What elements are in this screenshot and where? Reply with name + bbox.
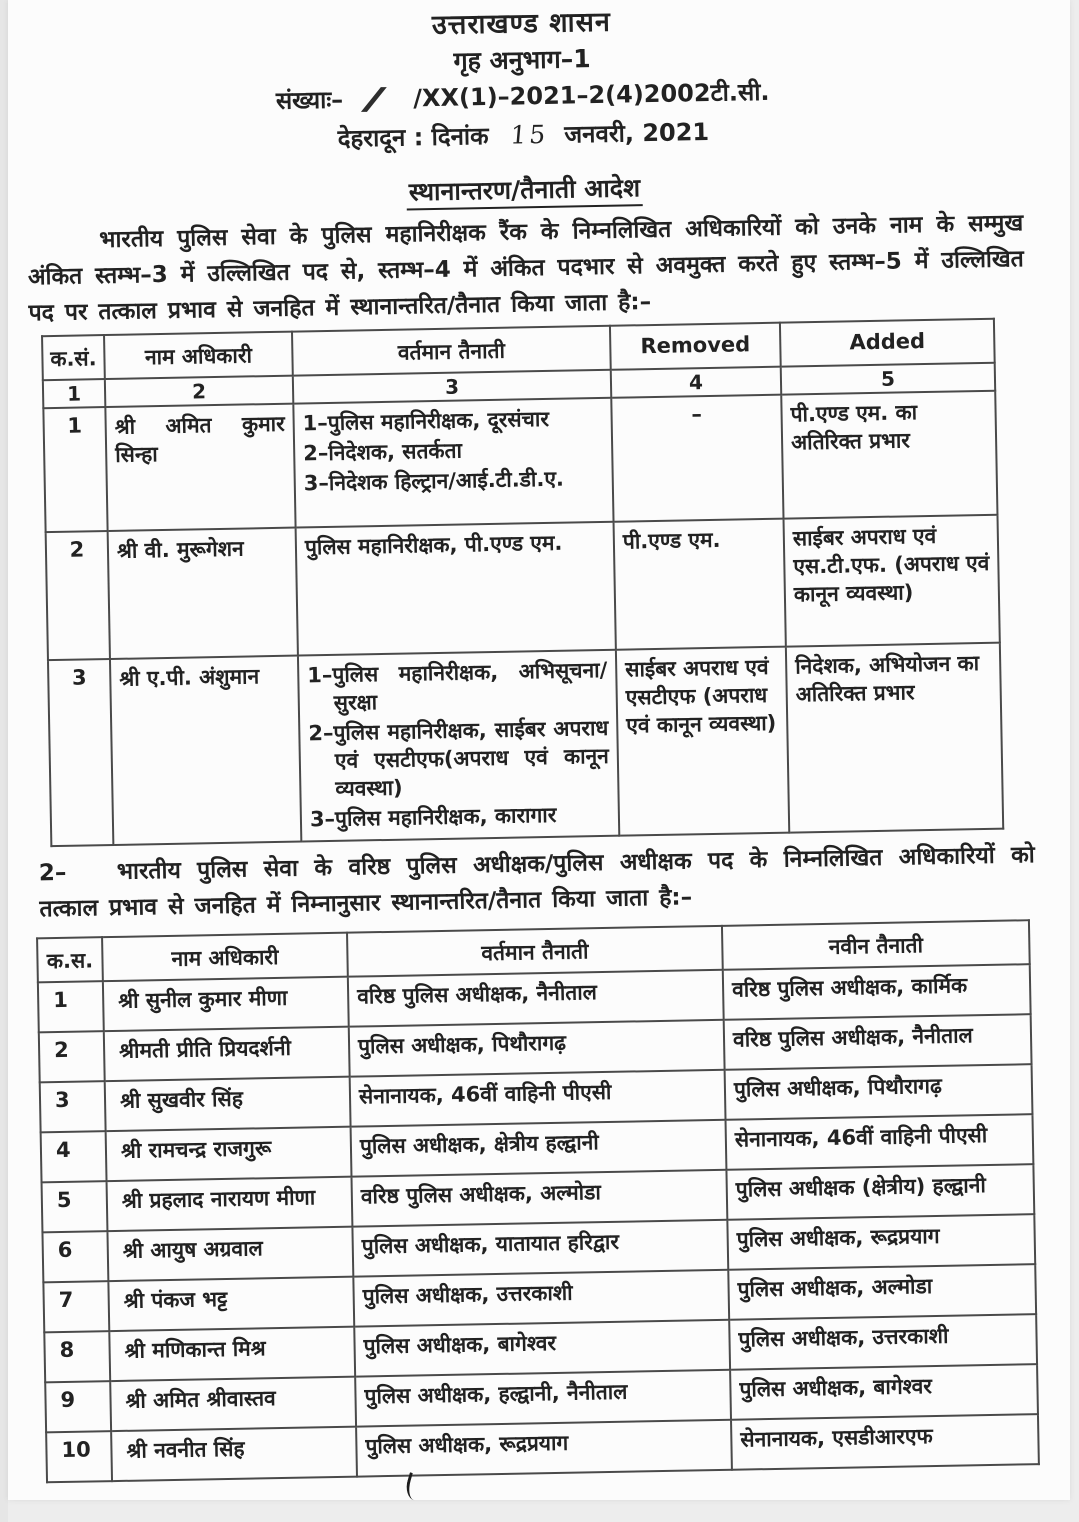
cell-current-posting: पुलिस अधीक्षक, क्षेत्रीय हल्द्वानी [351,1120,727,1177]
paragraph-2-number: 2– [38,859,67,887]
cell-new-posting: पुलिस अधीक्षक, अल्मोडा [728,1264,1036,1320]
table-row [48,643,1003,846]
current-posting-item: 3–निदेशक हिल्ट्रान/आई.टी.डी.ए. [303,466,565,496]
cell-added [784,515,1000,647]
scanned-document-page [8,0,1070,1500]
t1-header-current: वर्तमान तैनाती [292,326,611,376]
cell-serial: 2 [46,531,110,660]
cell-name: श्री सुखवीर सिंह [105,1077,351,1131]
sp-transfer-table [36,919,1040,1483]
cell-name: श्री अमित श्रीवास्तव [110,1377,356,1431]
t2-header-name: नाम अधिकारी [102,933,348,981]
cell-serial: 5 [42,1181,108,1232]
cell-serial: 1 [38,981,104,1032]
government-title: उत्तराखण्ड शासन [431,6,612,41]
cell-removed: पी.एण्ड एम. [614,519,786,650]
cell-name: श्री मणिकान्त मिश्र [109,1327,355,1381]
added-charge-text: निदेशक, अभियोजन का अतिरिक्त प्रभार [794,651,980,707]
cell-name: श्री आयुष अग्रवाल [107,1227,353,1281]
cell-current-posting: वरिष्ठ पुलिस अधीक्षक, नैनीताल [348,970,724,1027]
igp-transfer-table [41,318,1004,847]
place-date-prefix: देहरादून : दिनांक [337,121,489,153]
number-label: संख्याः– [275,85,344,115]
cell-serial: 3 [48,659,113,846]
cell-current-posting: पुलिस अधीक्षक, बागेश्वर [354,1320,730,1377]
handwritten-date: 15 [509,119,550,150]
current-posting-item: पुलिस महानिरीक्षक, पी.एण्ड एम. [304,530,563,560]
t1-header-added: Added [780,319,995,367]
cell-new-posting: पुलिस अधीक्षक, उत्तरकाशी [729,1314,1037,1370]
cell-serial: 7 [43,1281,109,1332]
current-posting-item: 1–पुलिस महानिरीक्षक, अभिसूचना/सुरक्षा [307,657,608,715]
added-charge-text: साईबर अपराध एवं एस.टी.एफ. (अपराध एवं कानून व्यवस्था) [792,523,990,607]
cell-current-posting [296,522,616,656]
cell-current-posting [293,398,613,528]
current-posting-item: 2–निदेशक, सतर्कता [303,438,463,466]
paragraph-1: भारतीय पुलिस सेवा के पुलिस महानिरीक्षक रैंक के निम्नलिखित अधिकारियों को उनके नाम के सम्मुख अंकित स्तम्भ–3 में उल्लिखित पद से, स्तम्भ–4 में अंकित पदभार से अवमुक्त करते हुए स्तम्भ–5 में उल्लिखित पद पर तत्काल प्रभाव से जनहित में स्थानान्तरित/तैनात किया जाता है:– [27,210,1025,327]
cell-current-posting: वरिष्ठ पुलिस अधीक्षक, अल्मोडा [351,1170,727,1227]
t1-colnum-3: 3 [293,370,611,404]
t2-header-serial: क.स. [37,937,103,982]
cell-name: श्री प्रहलाद नारायण मीणा [107,1177,353,1231]
cell-name: श्री वी. मुरूगेशन [108,528,298,659]
scan-edge-strip [0,0,8,1522]
current-posting-item: 1–पुलिस महानिरीक्षक, दूरसंचार [302,406,550,436]
current-posting-item: 2–पुलिस महानिरीक्षक, साईबर अपराध एवं एसटीएफ(अपराध एवं कानून व्यवस्था) [308,715,610,801]
paragraph-2 [39,837,1036,927]
t1-colnum-2: 2 [105,376,293,407]
cell-serial: 10 [46,1431,112,1482]
t1-colnum-5: 5 [781,363,995,395]
cell-serial: 8 [44,1331,110,1382]
t1-header-removed: Removed [610,323,781,370]
document-content [23,0,1046,1483]
cell-added [781,391,997,519]
cell-new-posting: पुलिस अधीक्षक, बागेश्वर [730,1364,1038,1420]
cell-serial: 9 [45,1381,111,1432]
cell-current-posting: सेनानायक, 46वीं वाहिनी पीएसी [350,1070,726,1127]
cell-current-posting: पुलिस अधीक्षक, यातायात हरिद्वार [352,1220,728,1277]
department-section: गृह अनुभाग–1 [453,44,591,76]
cell-current-posting: पुलिस अधीक्षक, उत्तरकाशी [353,1270,729,1327]
cell-serial: 4 [41,1131,107,1182]
cell-name: श्री ए.पी. अंशुमान [110,656,301,845]
table-row [43,391,997,532]
document-header [23,0,1021,161]
t1-colnum-4: 4 [611,367,781,398]
table-row [46,515,1000,660]
cell-current-posting: पुलिस अधीक्षक, हल्द्वानी, नैनीताल [355,1370,731,1427]
cell-new-posting: पुलिस अधीक्षक, रूद्रप्रयाग [727,1214,1035,1270]
cell-name: श्रीमती प्रीति प्रियदर्शनी [104,1027,350,1081]
cell-name: श्री रामचन्द्र राजगुरू [106,1127,352,1181]
handwritten-slash-mark: ∕ [360,82,388,118]
cell-current-posting: पुलिस अधीक्षक, पिथौरागढ़ [349,1020,725,1077]
t2-header-current: वर्तमान तैनाती [347,926,723,977]
cell-current-posting: पुलिस अधीक्षक, रूद्रप्रयाग [356,1420,732,1477]
cell-new-posting: पुलिस अधीक्षक (क्षेत्रीय) हल्द्वानी [726,1164,1034,1220]
date-suffix: जनवरी, 2021 [564,117,710,149]
cell-serial: 3 [40,1081,106,1132]
cell-serial: 1 [43,407,107,532]
cell-new-posting: सेनानायक, एसडीआरएफ [731,1414,1039,1470]
reference-number-value: /XX(1)–2021–2(4)2002टी.सी. [413,77,770,113]
t2-header-new: नवीन तैनाती [722,920,1030,970]
cell-name: श्री अमित कुमार सिन्हा [105,404,295,531]
cell-name: श्री सुनील कुमार मीणा [103,977,349,1031]
t1-header-serial: क.सं. [42,335,105,380]
cell-name: श्री पंकज भट्ट [108,1277,354,1331]
t1-header-name: नाम अधिकारी [104,332,293,379]
current-posting-item: 3–पुलिस महानिरीक्षक, कारागार [309,802,557,832]
paragraph-2-text: भारतीय पुलिस सेवा के वरिष्ठ पुलिस अधीक्षक/पुलिस अधीक्षक पद के निम्नलिखित अधिकारियों को तत्काल प्रभाव से जनहित में निम्नानुसार स्थानान्तरित/तैनात किया जाता है:– [39,842,1035,923]
cell-new-posting: वरिष्ठ पुलिस अधीक्षक, कार्मिक [723,964,1031,1020]
order-title: स्थानान्तरण/तैनाती आदेश [407,173,643,210]
cell-new-posting: सेनानायक, 46वीं वाहिनी पीएसी [726,1114,1034,1170]
cell-serial: 2 [39,1031,105,1082]
cell-name: श्री नवनीत सिंह [111,1427,357,1481]
cell-removed: – [611,395,783,522]
cell-current-posting [298,650,619,842]
added-charge-text: पी.एण्ड एम. का अतिरिक्त प्रभार [790,400,918,455]
cell-removed: साईबर अपराध एवं एसटीएफ (अपराध एवं कानून व्यवस्था) [616,647,789,836]
t1-colnum-1: 1 [43,379,106,408]
cell-new-posting: पुलिस अधीक्षक, पिथौरागढ़ [725,1064,1033,1120]
cell-added [786,643,1003,833]
cell-serial: 6 [42,1231,108,1282]
cell-new-posting: वरिष्ठ पुलिस अधीक्षक, नैनीताल [724,1014,1032,1070]
